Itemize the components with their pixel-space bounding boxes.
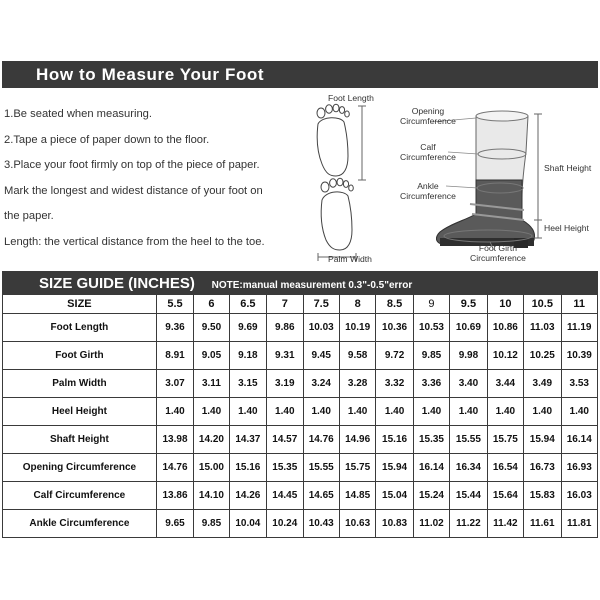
value-cell: 1.40 xyxy=(524,398,561,426)
size-header-cell: 10.5 xyxy=(524,295,561,314)
value-cell: 14.76 xyxy=(156,454,193,482)
value-cell: 15.35 xyxy=(413,426,449,454)
value-cell: 15.55 xyxy=(450,426,487,454)
value-cell: 15.44 xyxy=(450,482,487,510)
size-header-row xyxy=(3,295,598,314)
value-cell: 10.86 xyxy=(487,314,523,342)
table-row xyxy=(3,342,598,370)
value-cell: 9.85 xyxy=(413,342,449,370)
value-cell: 14.65 xyxy=(303,482,339,510)
value-cell: 15.00 xyxy=(194,454,229,482)
size-header-cell: 11 xyxy=(561,295,598,314)
value-cell: 15.24 xyxy=(413,482,449,510)
row-label-cell: Foot Length xyxy=(3,314,157,342)
row-label-cell: Palm Width xyxy=(3,370,157,398)
table-row xyxy=(3,314,598,342)
value-cell: 9.58 xyxy=(339,342,375,370)
row-label-cell: Ankle Circumference xyxy=(3,510,157,538)
instruction-mark-line-1: Mark the longest and widest distance of your foot on xyxy=(4,184,263,197)
value-cell: 10.69 xyxy=(450,314,487,342)
row-label-cell: Opening Circumference xyxy=(3,454,157,482)
size-guide-title-row xyxy=(3,272,598,295)
value-cell: 1.40 xyxy=(156,398,193,426)
value-cell: 1.40 xyxy=(303,398,339,426)
value-cell: 14.96 xyxy=(339,426,375,454)
value-cell: 9.65 xyxy=(156,510,193,538)
size-header-cell: 9.5 xyxy=(450,295,487,314)
opening-circumference-label: Opening Circumference xyxy=(400,106,456,126)
value-cell: 9.72 xyxy=(376,342,413,370)
value-cell: 14.26 xyxy=(229,482,266,510)
value-cell: 14.45 xyxy=(267,482,303,510)
value-cell: 10.25 xyxy=(524,342,561,370)
value-cell: 10.19 xyxy=(339,314,375,342)
table-row xyxy=(3,398,598,426)
value-cell: 15.75 xyxy=(487,426,523,454)
size-header-cell: 10 xyxy=(487,295,523,314)
size-header-cell: 9 xyxy=(413,295,449,314)
value-cell: 3.32 xyxy=(376,370,413,398)
size-guide-title: SIZE GUIDE (INCHES) xyxy=(39,274,195,292)
table-row xyxy=(3,370,598,398)
value-cell: 10.83 xyxy=(376,510,413,538)
page-title: How to Measure Your Foot xyxy=(36,65,265,84)
instruction-step-3: 3.Place your foot firmly on top of the piece of paper. xyxy=(4,159,260,171)
row-label-cell: Foot Girth xyxy=(3,342,157,370)
value-cell: 16.14 xyxy=(561,426,598,454)
value-cell: 10.53 xyxy=(413,314,449,342)
size-label-cell: SIZE xyxy=(3,295,157,314)
row-label-cell: Calf Circumference xyxy=(3,482,157,510)
value-cell: 8.91 xyxy=(156,342,193,370)
value-cell: 11.81 xyxy=(561,510,598,538)
value-cell: 3.24 xyxy=(303,370,339,398)
value-cell: 1.40 xyxy=(229,398,266,426)
foot-girth-circumference-label: Foot Girth Circumference xyxy=(470,243,526,263)
value-cell: 9.69 xyxy=(229,314,266,342)
value-cell: 10.36 xyxy=(376,314,413,342)
size-header-cell: 6 xyxy=(194,295,229,314)
value-cell: 15.94 xyxy=(376,454,413,482)
value-cell: 13.86 xyxy=(156,482,193,510)
value-cell: 15.04 xyxy=(376,482,413,510)
value-cell: 11.02 xyxy=(413,510,449,538)
value-cell: 14.57 xyxy=(267,426,303,454)
value-cell: 10.24 xyxy=(267,510,303,538)
instructions xyxy=(4,104,304,257)
value-cell: 16.54 xyxy=(487,454,523,482)
foot-length-label: Foot Length xyxy=(328,93,374,103)
value-cell: 1.40 xyxy=(561,398,598,426)
value-cell: 3.40 xyxy=(450,370,487,398)
instruction-step-2: 2.Tape a piece of paper down to the floor. xyxy=(4,133,210,146)
value-cell: 3.07 xyxy=(156,370,193,398)
value-cell: 16.14 xyxy=(413,454,449,482)
palm-width-icon xyxy=(318,178,356,261)
calf-circumference-label: Calf Circumference xyxy=(400,142,456,162)
size-header-cell: 7.5 xyxy=(303,295,339,314)
value-cell: 9.45 xyxy=(303,342,339,370)
value-cell: 10.12 xyxy=(487,342,523,370)
value-cell: 3.49 xyxy=(524,370,561,398)
instruction-mark-line-2: the paper. xyxy=(4,210,54,222)
value-cell: 1.40 xyxy=(267,398,303,426)
value-cell: 1.40 xyxy=(413,398,449,426)
row-label-cell: Heel Height xyxy=(3,398,157,426)
value-cell: 9.05 xyxy=(194,342,229,370)
size-guide-table xyxy=(2,271,598,538)
value-cell: 10.63 xyxy=(339,510,375,538)
value-cell: 14.76 xyxy=(303,426,339,454)
value-cell: 11.19 xyxy=(561,314,598,342)
value-cell: 1.40 xyxy=(450,398,487,426)
value-cell: 1.40 xyxy=(376,398,413,426)
value-cell: 15.16 xyxy=(376,426,413,454)
size-header-cell: 7 xyxy=(267,295,303,314)
value-cell: 3.19 xyxy=(267,370,303,398)
instruction-step-1: 1.Be seated when measuring. xyxy=(4,108,153,120)
value-cell: 14.85 xyxy=(339,482,375,510)
foot-length-icon xyxy=(317,104,366,180)
value-cell: 3.53 xyxy=(561,370,598,398)
value-cell: 14.37 xyxy=(229,426,266,454)
ankle-circumference-label: Ankle Circumference xyxy=(400,181,456,201)
value-cell: 15.55 xyxy=(303,454,339,482)
value-cell: 13.98 xyxy=(156,426,193,454)
value-cell: 16.34 xyxy=(450,454,487,482)
value-cell: 15.94 xyxy=(524,426,561,454)
value-cell: 9.18 xyxy=(229,342,266,370)
size-header-cell: 5.5 xyxy=(156,295,193,314)
value-cell: 15.16 xyxy=(229,454,266,482)
heel-height-label: Heel Height xyxy=(544,223,589,233)
header-bar xyxy=(2,61,598,88)
row-label-cell: Shaft Height xyxy=(3,426,157,454)
value-cell: 15.83 xyxy=(524,482,561,510)
size-header-cell: 8.5 xyxy=(376,295,413,314)
table-row xyxy=(3,510,598,538)
value-cell: 9.50 xyxy=(194,314,229,342)
value-cell: 10.43 xyxy=(303,510,339,538)
value-cell: 11.22 xyxy=(450,510,487,538)
measurement-note: NOTE:manual measurement 0.3"-0.5"error xyxy=(211,279,413,291)
value-cell: 9.85 xyxy=(194,510,229,538)
palm-width-label: Palm Width xyxy=(328,254,372,264)
height-markers-icon xyxy=(534,114,542,238)
table-row xyxy=(3,426,598,454)
value-cell: 3.44 xyxy=(487,370,523,398)
value-cell: 11.61 xyxy=(524,510,561,538)
value-cell: 10.03 xyxy=(303,314,339,342)
value-cell: 15.64 xyxy=(487,482,523,510)
value-cell: 14.10 xyxy=(194,482,229,510)
value-cell: 9.98 xyxy=(450,342,487,370)
value-cell: 16.03 xyxy=(561,482,598,510)
shaft-height-label: Shaft Height xyxy=(544,163,592,173)
value-cell: 10.39 xyxy=(561,342,598,370)
value-cell: 10.04 xyxy=(229,510,266,538)
value-cell: 3.15 xyxy=(229,370,266,398)
table-row xyxy=(3,482,598,510)
value-cell: 1.40 xyxy=(487,398,523,426)
table-row xyxy=(3,454,598,482)
value-cell: 1.40 xyxy=(339,398,375,426)
size-guide-title-cell xyxy=(3,272,598,295)
value-cell: 15.75 xyxy=(339,454,375,482)
value-cell: 3.36 xyxy=(413,370,449,398)
value-cell: 9.31 xyxy=(267,342,303,370)
value-cell: 9.36 xyxy=(156,314,193,342)
value-cell: 16.73 xyxy=(524,454,561,482)
measurement-diagram xyxy=(300,92,600,268)
value-cell: 14.20 xyxy=(194,426,229,454)
size-header-cell: 8 xyxy=(339,295,375,314)
size-header-cell: 6.5 xyxy=(229,295,266,314)
value-cell: 11.42 xyxy=(487,510,523,538)
value-cell: 11.03 xyxy=(524,314,561,342)
value-cell: 9.86 xyxy=(267,314,303,342)
value-cell: 1.40 xyxy=(194,398,229,426)
value-cell: 3.11 xyxy=(194,370,229,398)
value-cell: 3.28 xyxy=(339,370,375,398)
instruction-length: Length: the vertical distance from the heel to the toe. xyxy=(4,235,265,248)
boot-icon xyxy=(431,111,535,250)
value-cell: 15.35 xyxy=(267,454,303,482)
value-cell: 16.93 xyxy=(561,454,598,482)
